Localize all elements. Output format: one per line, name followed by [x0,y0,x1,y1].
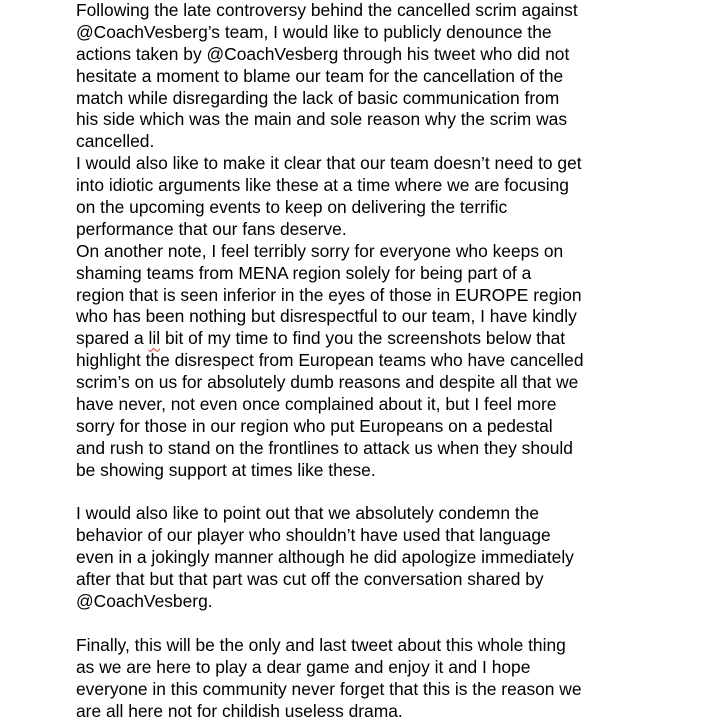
paragraph-5-line: are all here not for childish useless drama. [76,700,403,721]
statement-text [76,0,716,722]
paragraph-2-line: performance that our fans deserve. [76,218,347,239]
paragraph-3-line: On another note, I feel terribly sorry for everyone who keeps on [76,240,564,261]
paragraph-3-line: and rush to stand on the frontlines to attack us when they should [76,437,573,458]
text-segment: bit of my time to find you the screenshots below that [160,328,566,349]
paragraph-3-line: who has been nothing but disrespectful to our team, I have kindly [76,306,577,327]
paragraph-1-line: @CoachVesberg’s team, I would like to publicly denounce the [76,21,552,42]
paragraph-5-line: Finally, this will be the only and last tweet about this whole thing [76,634,566,655]
paragraph-3-line: region that is seen inferior in the eyes of those in EUROPE region [76,284,582,305]
paragraph-4-line: @CoachVesberg. [76,591,213,612]
paragraph-1-line: match while disregarding the lack of basic communication from [76,87,560,108]
paragraph-2-line: I would also like to make it clear that our team doesn’t need to get [76,153,582,174]
paragraph-5-line: everyone in this community never forget that this is the reason we [76,678,582,699]
paragraph-4-line: behavior of our player who shouldn’t have used that language [76,525,551,546]
paragraph-2-line: into idiotic arguments like these at a time where we are focusing [76,175,569,196]
paragraph-3-line: scrim’s on us for absolutely dumb reasons and despite all that we [76,372,579,393]
paragraph-3-line: have never, not even once complained about it, but I feel more [76,394,557,415]
paragraph-3-line: be showing support at times like these. [76,459,376,480]
text-segment: spared a [76,328,149,349]
spellcheck-flagged-word: lil [148,328,161,349]
paragraph-1-line: hesitate a moment to blame our team for the cancellation of the [76,65,564,86]
paragraph-spacer [76,482,716,504]
paragraph-3-line: highlight the disrespect from European teams who have cancelled [76,350,584,371]
paragraph-1-line: cancelled. [76,131,155,152]
paragraph-5-line: as we are here to play a dear game and enjoy it and I hope [76,656,531,677]
paragraph-3-line-spared [76,328,716,350]
paragraph-4-line: I would also like to point out that we absolutely condemn the [76,503,540,524]
paragraph-4-line: even in a jokingly manner although he did apologize immediately [76,547,574,568]
paragraph-1-line: actions taken by @CoachVesberg through his tweet who did not [76,43,570,64]
paragraph-spacer [76,613,716,635]
paragraph-4-line: after that but that part was cut off the conversation shared by [76,569,544,590]
paragraph-3-line: shaming teams from MENA region solely for being part of a [76,262,532,283]
paragraph-1-line: his side which was the main and sole reason why the scrim was [76,109,568,130]
paragraph-2-line: on the upcoming events to keep on delivering the terrific [76,197,508,218]
paragraph-1-line: Following the late controversy behind the cancelled scrim against [76,0,578,20]
paragraph-3-line: sorry for those in our region who put Europeans on a pedestal [76,415,553,436]
